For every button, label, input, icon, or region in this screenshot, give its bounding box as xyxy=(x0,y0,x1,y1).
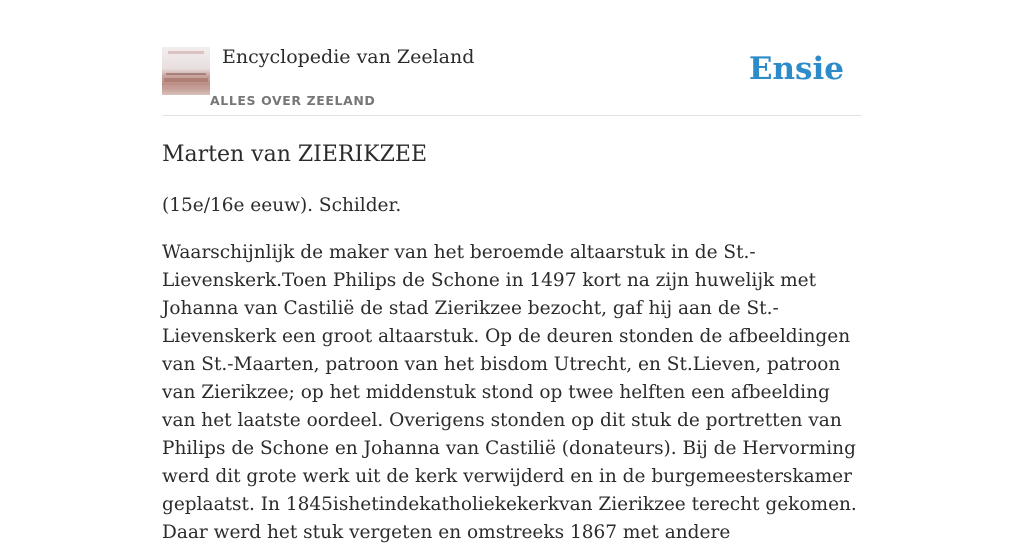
article-lede: (15e/16e eeuw). Schilder. xyxy=(162,195,402,216)
article xyxy=(162,140,862,547)
site-header xyxy=(162,44,862,116)
article-body: Waarschijnlijk de maker van het beroemde altaarstuk in de St.-Lievenskerk.Toen Philips de Schone in 1497 kort na zijn huwelijk met Johanna van Castilië de stad Zierikzee bezocht, gaf hij aan de St.-Lievenskerk een groot altaarstuk. Op de deuren stonden de afbeeldingen van St.-Maarten, patroon van het bisdom Utrecht, en St.Lieven, patroon van Zierikzee; op het middenstuk stond op twee helften een afbeelding van het laatste oordeel. Overigens stonden op dit stuk de portretten van Philips de Schone en Johanna van Castilië (donateurs). Bij de Hervorming werd dit grote werk uit de kerk verwijderd en in de burgemeesterskamer geplaatst. In 1845ishetindekatholiekekerkvan Zierikzee terecht gekomen. Daar werd het stuk vergeten en omstreeks 1867 met andere xyxy=(162,242,857,543)
article-title: Marten van ZIERIKZEE xyxy=(162,142,428,167)
ensie-logo-link[interactable]: Ensie xyxy=(748,51,844,87)
avatar-image xyxy=(162,47,210,95)
site-title[interactable]: Encyclopedie van Zeeland xyxy=(222,46,475,68)
site-avatar[interactable] xyxy=(162,47,210,95)
site-subtitle: ALLES OVER ZEELAND xyxy=(210,93,376,108)
